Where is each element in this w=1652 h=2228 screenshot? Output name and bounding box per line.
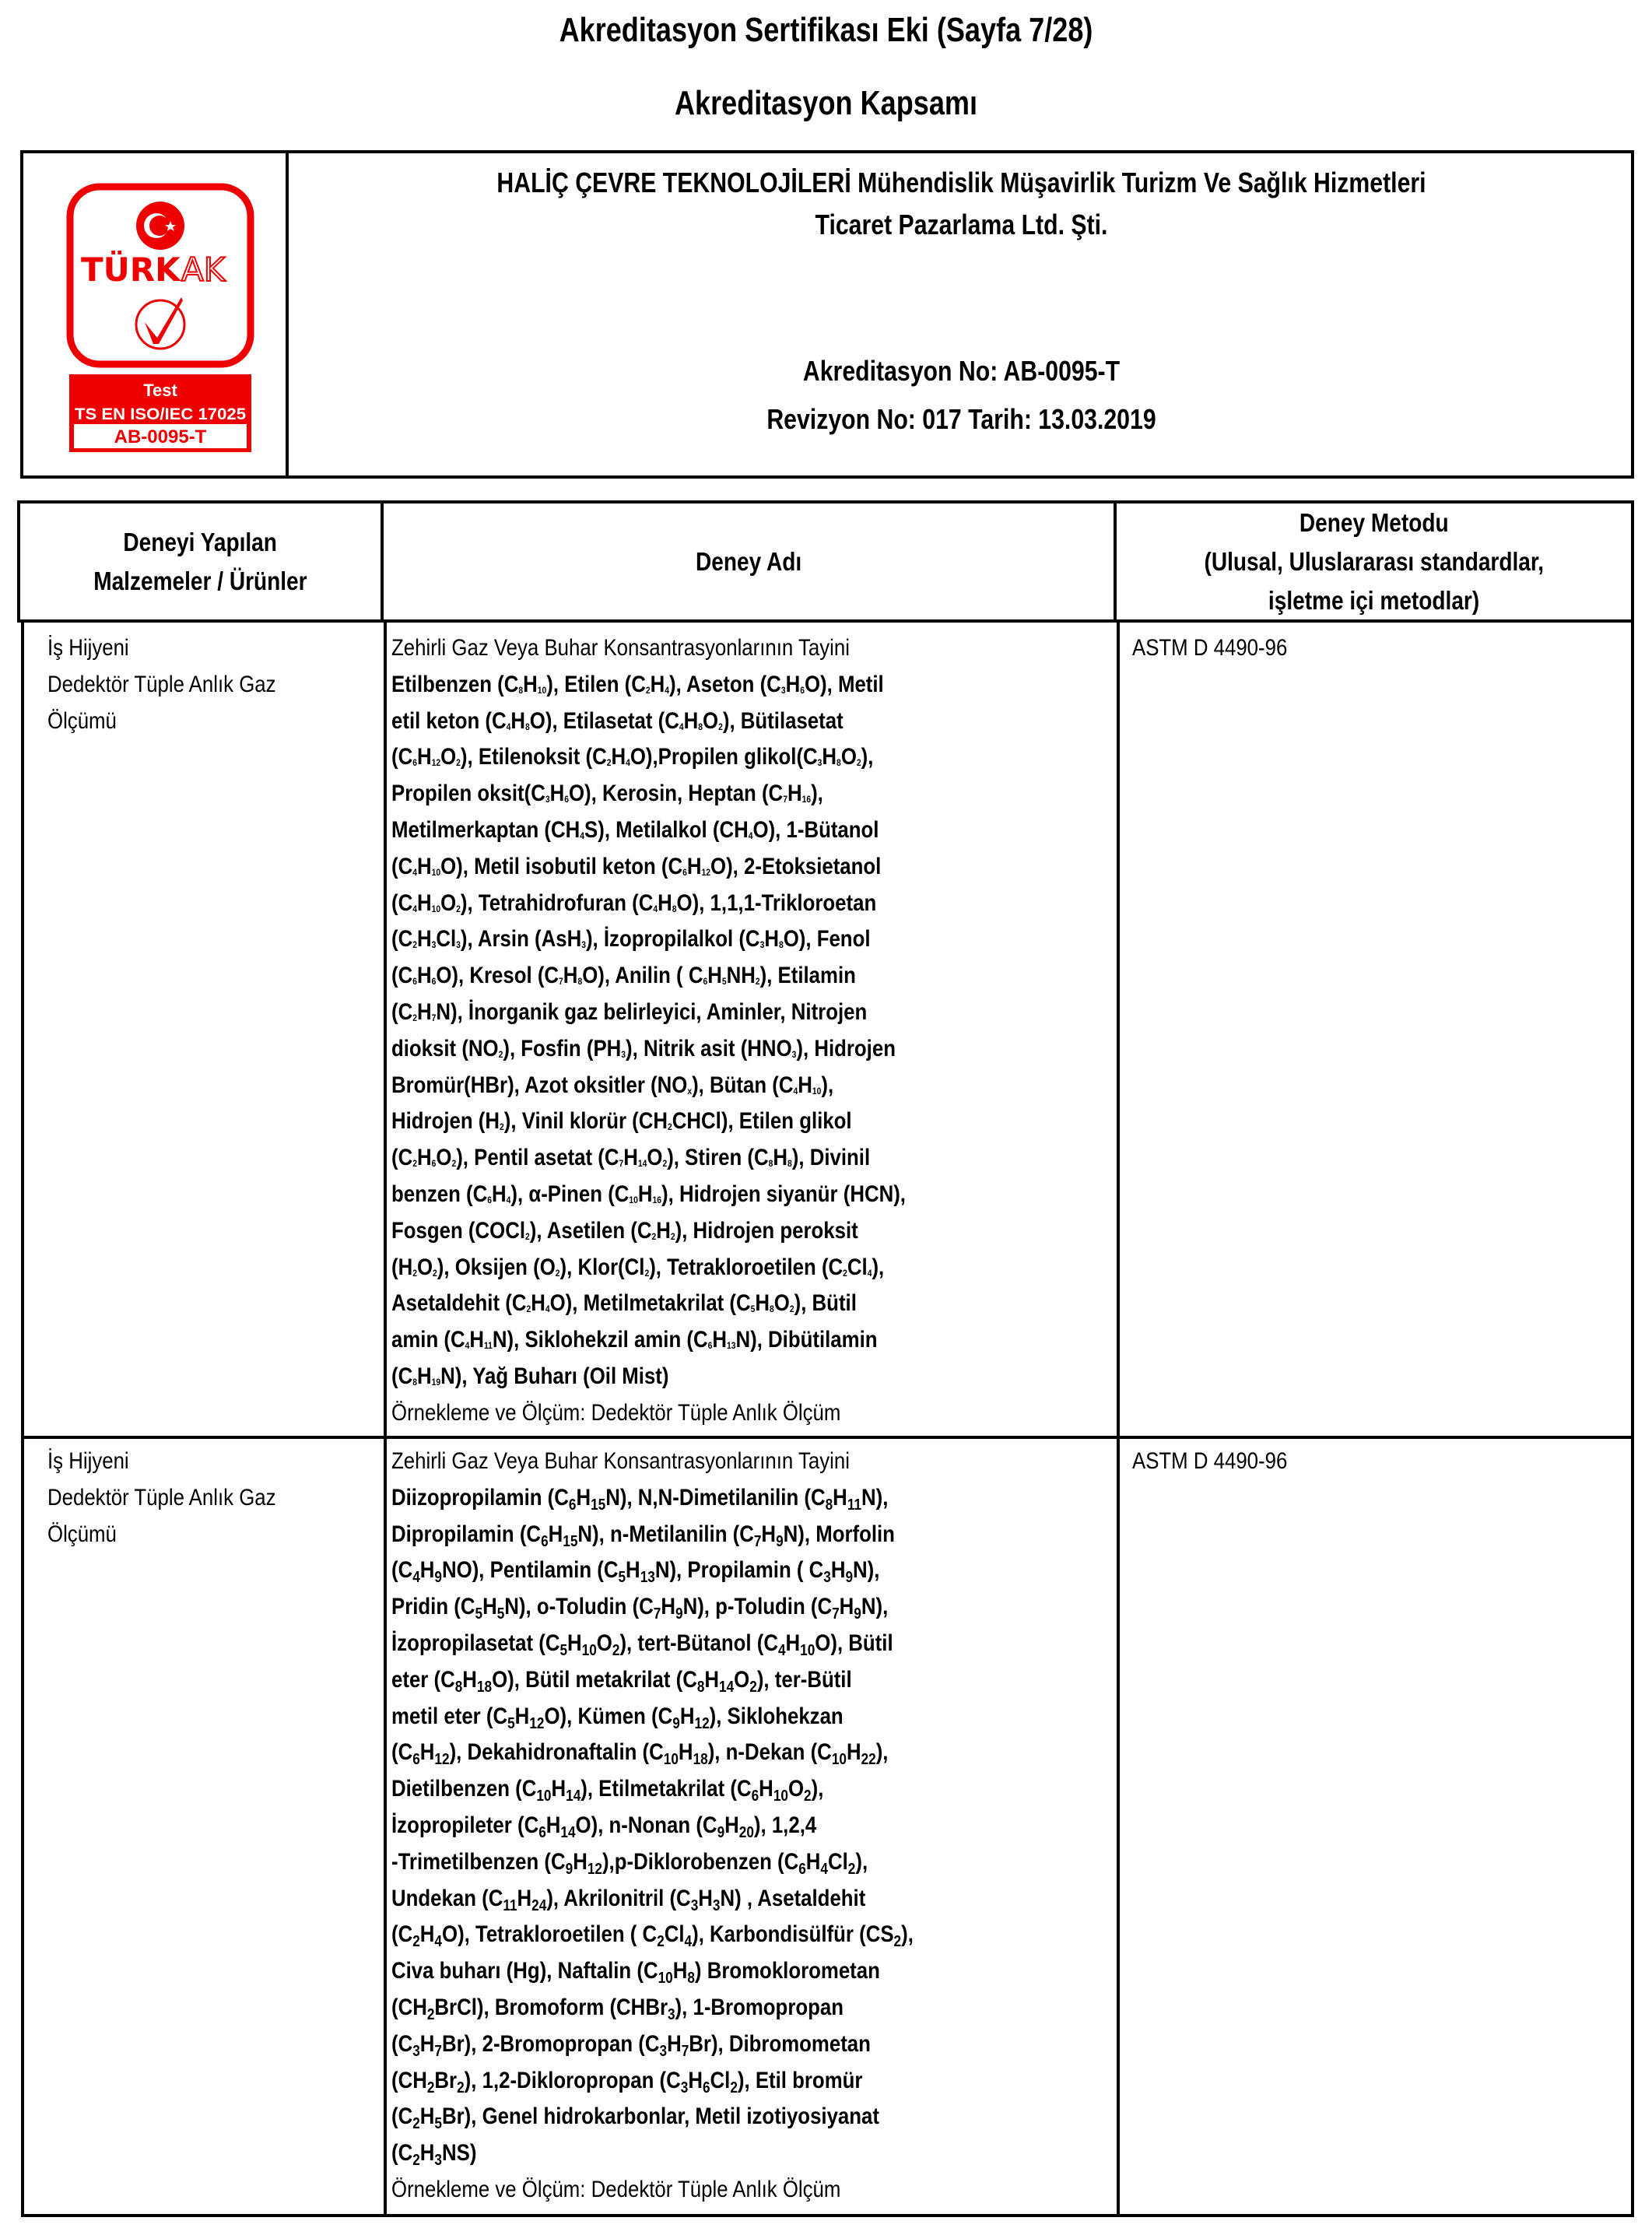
svg-text:AK: AK bbox=[181, 251, 226, 289]
method-standard: ASTM D 4490-96 bbox=[1132, 635, 1288, 661]
svg-text:TS EN ISO/IEC 17025: TS EN ISO/IEC 17025 bbox=[75, 405, 247, 423]
analyte-line: $(C_2H_7N)$, İnorganik gaz belirleyici, Aminler, Nitrojen bbox=[391, 998, 868, 1025]
analyte-line: metil eter $(C_5H_{12}O)$, Kümen $(C_9H_{12})$, Siklohekzan bbox=[391, 1703, 844, 1732]
analyte-line: Bromür(HBr), Azot oksitler $(NO_x)$, Bütan $(C_4H_{10})$, bbox=[391, 1072, 834, 1098]
analyte-line: $(C_2H_3NS)$ bbox=[391, 2140, 477, 2170]
analyte-line: $(C_6H_{12}O_2)$, Etilenoksit $(C_2H_4O),Propilen$ $glikol(C_3H_8O_2)$, bbox=[391, 744, 874, 770]
analyte-line: Fosgen (COCl$_2$), Asetilen $(C_2H_2)$, Hidrojen peroksit bbox=[391, 1217, 858, 1244]
revision-info: Revizyon No: 017 Tarih: 13.03.2019 bbox=[766, 403, 1156, 435]
method-cell bbox=[1132, 630, 1313, 667]
table-row bbox=[21, 623, 1634, 1439]
scope-table-header bbox=[17, 500, 1634, 623]
analyte-line: etil keton $(C_4H_8O)$, Etilasetat $(C_4H_8O_2)$, Bütilasetat bbox=[391, 707, 844, 734]
analyte-line: $(C_4H_{10}O_2)$, Tetrahidrofuran $(C_4H_8O)$, 1,1,1-Trikloroetan bbox=[391, 889, 877, 916]
analyte-line: Undekan $(C_{11}H_{24})$, Akrilonitril $(C_3H_3N)$ , Asetaldehit bbox=[391, 1885, 866, 1914]
accreditation-number: Akreditasyon No: AB-0095-T bbox=[802, 355, 1121, 387]
svg-text:TÜRK: TÜRK bbox=[81, 251, 181, 289]
analyte-line: dioksit $(NO_2)$, Fosfin $(PH_3)$, Nitrik asit $(HNO_3)$, Hidrojen bbox=[391, 1035, 896, 1061]
column-header-test-method: Deney Metodu (Ulusal, Uluslararası standardlar, işletme içi metodlar) bbox=[1204, 507, 1544, 615]
analyte-line: Diizopropilamin $(C_6H_{15}N)$, N,N-Dimetilanilin $(C_8H_{11}N)$, bbox=[391, 1484, 889, 1514]
page-subtitle: Akreditasyon Kapsamı bbox=[674, 84, 978, 122]
organization-name-line2: Ticaret Pazarlama Ltd. Şti. bbox=[815, 209, 1108, 240]
analyte-line: $(C_6H_6O)$, Kresol $(C_7H_8O)$, Anilin ( $C_6H_5NH_2$), Etilamin bbox=[391, 963, 856, 989]
analyte-line: $(C_8H_{19}N)$, Yağ Buharı (Oil Mist) bbox=[391, 1363, 669, 1389]
turkish-flag-crescent-star-icon bbox=[136, 202, 184, 250]
analyte-line: $(C_2H_5Br)$, Genel hidrokarbonlar, Metil izotiyosiyanat bbox=[391, 2103, 879, 2133]
analyte-line: $(C_4H_{10}O)$, Metil isobutil keton $(C_6H_{12}O)$, 2-Etoksietanol bbox=[391, 853, 882, 879]
analyte-line: İzopropileter $(C_6H_{14}O)$, n-Nonan $(C_9H_{20})$, 1,2,4 bbox=[391, 1812, 817, 1841]
test-name-cell: Zehirli Gaz Veya Buhar Konsantrasyonlarının Tayini Etilbenzen $(C_8H_{10})$, Etilen $(C_2H_4)$, Aseton $(C_3H_6O)$, Metil etil keton $(C_4H_8O)$, Etilasetat $(C_4H_8O_2)$, Bütilasetat $(C_6H_{12}O_2)$, Etilenoksit $(C_2H_4O),Propilen$ $glikol(C_3H_8O_2)$, Propilen $oksit(C_3H_6O)$, Kerosin, Heptan $(C_7H_{16})$, Metilmerkaptan $(CH_4S)$, Metilalkol $(CH_4O)$, 1-Bütanol $(C_4H_{10}O)$, Metil isobutil keton $(C_6H_{12}O)$, 2-Etoksietanol $(C_4H_{10}O_2)$, Tetrahidrofuran $(C_4H_8O)$, 1,1,1-Trikloroetan $(C_2H_3Cl_3)$, Arsin (AsH$_3$), İzopropilalkol $(C_3H_8O)$, Fenol $(C_6H_6O)$, Kresol $(C_7H_8O)$, Anilin ( $C_6H_5NH_2$), Etilamin $(C_2H_7N)$, İnorganik gaz belirleyici, Aminler, Nitrojen dioksit $(NO_2)$, Fosfin $(PH_3)$, Nitrik asit $(HNO_3)$, Hidrojen Bromür(HBr), Azot oksitler $(NO_x)$, Bütan $(C_4H_{10})$, Hidrojen $(H_2)$, Vinil klorür $(CH_2CHCl)$, Etilen glikol $(C_2H_6O_2)$, Pentil asetat $(C_7H_{14}O_2)$, Stiren $(C_8H_8)$, Divinil benzen $(C_6H_4)$, α-Pinen $(C_{10}H_{16})$, Hidrojen siyanür (HCN), Fosgen (COCl$_2$), Asetilen $(C_2H_2)$, Hidrojen peroksit $(H_2O_2)$, Oksijen $(O_2)$, $Klor(Cl_2)$, Tetrakloroetilen $(C_2Cl_4)$, Asetaldehit $(C_2H_4O)$, Metilmetakrilat $(C_5H_8O_2)$, Bütil amin $(C_4H_{11}N)$, Siklohekzil amin $(C_6H_{13}N)$, Dibütilamin $(C_8H_{19}N)$, Yağ Buharı (Oil Mist) Örnekleme ve Ölçüm: Dedektör Tüple Anlık Ölçüm bbox=[391, 630, 990, 1432]
analyte-line: $(CH_2BrCl)$, Bromoform (CHBr$_3$), 1-Bromopropan bbox=[391, 1994, 844, 2023]
analyte-line: $(CH_2Br_2)$, 1,2-Dikloropropan $(C_3H_6Cl_2)$, Etil bromür bbox=[391, 2067, 863, 2096]
analyte-line: Pridin $(C_5H_5N)$, o-Toludin $(C_7H_9N)$, p-Toludin $(C_7H_9N)$, bbox=[391, 1594, 889, 1623]
table-row bbox=[21, 1436, 1634, 2217]
turkak-logo bbox=[66, 182, 254, 454]
analyte-line: Dietilbenzen $(C_{10}H_{14})$, Etilmetakrilat $(C_6H_{10}O_2)$, bbox=[391, 1776, 824, 1805]
organization-name-line1: HALİÇ ÇEVRE TEKNOLOJİLERİ Mühendislik Müşavirlik Turizm Ve Sağlık Hizmetleri bbox=[496, 167, 1426, 198]
analyte-line: benzen $(C_6H_4)$, α-Pinen $(C_{10}H_{16})$, Hidrojen siyanür (HCN), bbox=[391, 1181, 906, 1207]
analyte-line: $(C_3H_7Br)$, 2-Bromopropan $(C_3H_7Br)$, Dibromometan bbox=[391, 2030, 871, 2060]
analyte-line: İzopropilasetat $(C_5H_{10}O_2)$, tert-Bütanol $(C_4H_{10}O)$, Bütil bbox=[391, 1630, 893, 1659]
analyte-line: $(C_4H_9NO)$, Pentilamin $(C_5H_{13}N)$, Propilamin ( $C_3H_9N$), bbox=[391, 1557, 880, 1587]
material-cell: İş Hijyeni Dedektör Tüple Anlık Gaz Ölçümü bbox=[47, 1448, 276, 1547]
sampling-note: Örnekleme ve Ölçüm: Dedektör Tüple Anlık Ölçüm bbox=[391, 2176, 841, 2202]
analyte-line: Propilen $oksit(C_3H_6O)$, Kerosin, Heptan $(C_7H_{16})$, bbox=[391, 781, 823, 807]
analytes-list bbox=[391, 667, 990, 1395]
analyte-line: Civa buharı (Hg), Naftalin $(C_{10}H_8)$ Bromoklorometan bbox=[391, 1958, 880, 1988]
column-header-materials: Deneyi Yapılan Malzemeler / Ürünler bbox=[93, 527, 307, 595]
analyte-line: $(C_2H_4O)$, Tetrakloroetilen ( $C_2Cl_4$), Karbondisülfür $(CS_2)$, bbox=[391, 1921, 914, 1951]
analyte-line: Dipropilamin $(C_6H_{15}N)$, n-Metilanilin $(C_7H_9N)$, Morfolin bbox=[391, 1521, 895, 1550]
analyte-line: amin $(C_4H_{11}N)$, Siklohekzil amin $(C_6H_{13}N)$, Dibütilamin bbox=[391, 1327, 878, 1353]
sampling-note: Örnekleme ve Ölçüm: Dedektör Tüple Anlık Ölçüm bbox=[391, 1399, 841, 1426]
analyte-line: Etilbenzen $(C_8H_{10})$, Etilen $(C_2H_4)$, Aseton $(C_3H_6O)$, Metil bbox=[391, 671, 884, 697]
analyte-line: $(C_2H_6O_2)$, Pentil asetat $(C_7H_{14}O_2)$, Stiren $(C_8H_8)$, Divinil bbox=[391, 1145, 871, 1171]
analyte-line: Asetaldehit $(C_2H_4O)$, Metilmetakrilat $(C_5H_8O_2)$, Bütil bbox=[391, 1290, 857, 1317]
analyte-line: eter $(C_8H_{18}O)$, Bütil metakrilat $(C_8H_{14}O_2)$, ter-Bütil bbox=[391, 1666, 852, 1696]
column-header-test-name: Deney Adı bbox=[695, 546, 802, 576]
analyte-line: $(C_6H_{12})$, Dekahidronaftalin $(C_{10}H_{18})$, n-Dekan $(C_{10}H_{22})$, bbox=[391, 1739, 889, 1769]
analyte-line: Metilmerkaptan $(CH_4S)$, Metilalkol $(CH_4O)$, 1-Bütanol bbox=[391, 816, 879, 843]
analyte-line: Hidrojen $(H_2)$, Vinil klorür $(CH_2CHCl)$, Etilen glikol bbox=[391, 1108, 852, 1135]
method-cell bbox=[1132, 1444, 1313, 1480]
header-divider bbox=[286, 150, 289, 479]
method-standard: ASTM D 4490-96 bbox=[1132, 1448, 1288, 1474]
turkak-logo-graphic bbox=[66, 182, 254, 454]
test-name-cell: Zehirli Gaz Veya Buhar Konsantrasyonlarının Tayini Diizopropilamin $(C_6H_{15}N)$, N,N-Dimetilanilin $(C_8H_{11}N)$, Dipropilamin $(C_6H_{15}N)$, n-Metilanilin $(C_7H_9N)$, Morfolin $(C_4H_9NO)$, Pentilamin $(C_5H_{13}N)$, Propilamin ( $C_3H_9N$), Pridin $(C_5H_5N)$, o-Toludin $(C_7H_9N)$, p-Toludin $(C_7H_9N)$, İzopropilasetat $(C_5H_{10}O_2)$, tert-Bütanol $(C_4H_{10}O)$, Bütil eter $(C_8H_{18}O)$, Bütil metakrilat $(C_8H_{14}O_2)$, ter-Bütil metil eter $(C_5H_{12}O)$, Kümen $(C_9H_{12})$, Siklohekzan $(C_6H_{12})$, Dekahidronaftalin $(C_{10}H_{18})$, n-Dekan $(C_{10}H_{22})$, Dietilbenzen $(C_{10}H_{14})$, Etilmetakrilat $(C_6H_{10}O_2)$, İzopropileter $(C_6H_{14}O)$, n-Nonan $(C_9H_{20})$, 1,2,4 -Trimetilbenzen $(C_9H_{12}),p$-Diklorobenzen $(C_6H_4Cl_2)$, Undekan $(C_{11}H_{24})$, Akrilonitril $(C_3H_3N)$ , Asetaldehit $(C_2H_4O)$, Tetrakloroetilen ( $C_2Cl_4$), Karbondisülfür $(CS_2)$, Civa buharı (Hg), Naftalin $(C_{10}H_8)$ Bromoklorometan $(CH_2BrCl)$, Bromoform (CHBr$_3$), 1-Bromopropan $(C_3H_7Br)$, 2-Bromopropan $(C_3H_7Br)$, Dibromometan $(CH_2Br_2)$, 1,2-Dikloropropan $(C_3H_6Cl_2)$, Etil bromür $(C_2H_5Br)$, Genel hidrokarbonlar, Metil izotiyosiyanat $(C_2H_3NS)$ Örnekleme ve Ölçüm: Dedektör Tüple Anlık Ölçüm bbox=[391, 1444, 998, 2209]
analyte-line: -Trimetilbenzen $(C_9H_{12}),p$-Diklorobenzen $(C_6H_4Cl_2)$, bbox=[391, 1848, 868, 1878]
analyte-line: $(H_2O_2)$, Oksijen $(O_2)$, $Klor(Cl_2)$, Tetrakloroetilen $(C_2Cl_4)$, bbox=[391, 1254, 885, 1280]
accreditation-code-badge: AB-0095-T bbox=[114, 426, 207, 447]
material-cell: İş Hijyeni Dedektör Tüple Anlık Gaz Ölçümü bbox=[47, 635, 276, 734]
svg-text:Test: Test bbox=[143, 381, 177, 400]
analytes-list bbox=[391, 1480, 998, 2172]
page-title: Akreditasyon Sertifikası Eki (Sayfa 7/28) bbox=[559, 11, 1093, 49]
analyte-line: $(C_2H_3Cl_3)$, Arsin (AsH$_3$), İzopropilalkol $(C_3H_8O)$, Fenol bbox=[391, 926, 871, 953]
